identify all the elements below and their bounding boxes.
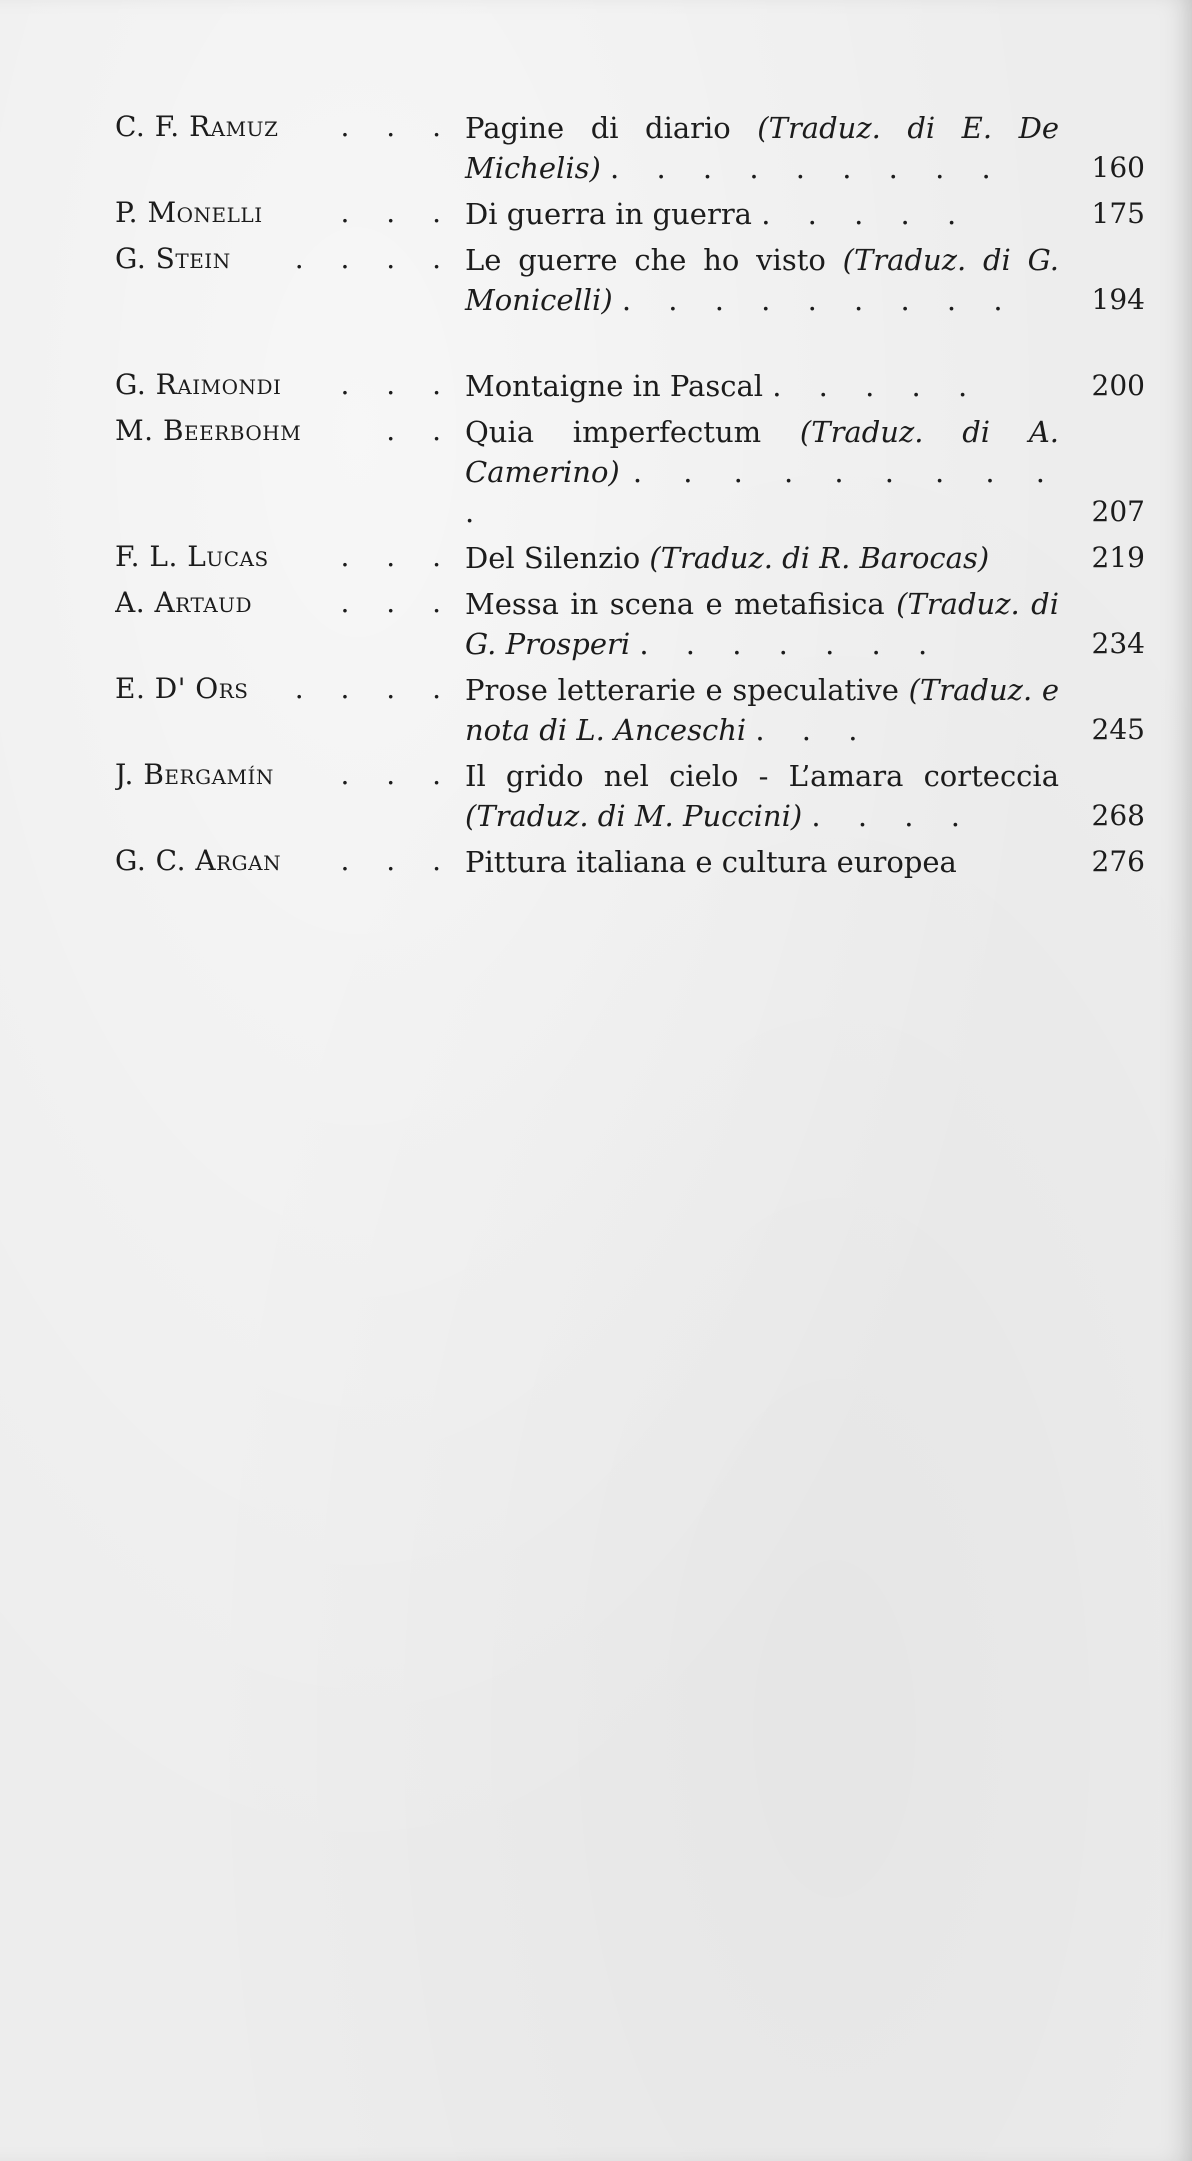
- author-name: G. C. Argan: [115, 844, 282, 877]
- dot-leader: . . . . .: [761, 197, 971, 231]
- dot-leader: . . . . . . .: [639, 627, 942, 661]
- translation-note: (Traduz. di E. De Michelis): [465, 111, 1059, 185]
- page-number: 175: [1091, 197, 1145, 230]
- dot-leader: . . .: [340, 758, 455, 791]
- dot-leader: . . . . . . . . .: [610, 151, 1005, 185]
- page-number: 219: [1091, 541, 1145, 574]
- dot-leader: . .: [386, 414, 455, 447]
- table-of-contents: [115, 108, 1145, 888]
- work-title: Le guerre che ho visto: [465, 243, 826, 277]
- page-number: 245: [1091, 713, 1145, 746]
- author-name: E. D' Ors: [115, 672, 249, 705]
- author-name: G. Stein: [115, 242, 231, 275]
- dot-leader: . . . .: [294, 672, 455, 705]
- dot-leader: . . . .: [811, 799, 974, 833]
- title-cell: [465, 366, 1145, 406]
- dot-leader: . . .: [340, 368, 455, 401]
- dot-leader: . . . . . . . . . .: [465, 455, 1060, 529]
- work-title: Il grido nel cielo - L’amara corteccia: [465, 759, 1059, 793]
- toc-entry-stein: [115, 240, 1145, 320]
- author-name-cell: [115, 366, 465, 404]
- work-title: Del Silenzio: [465, 541, 641, 575]
- work-title: Montaigne in Pascal: [465, 369, 764, 403]
- author-name-cell: [115, 670, 465, 708]
- title-cell: [465, 194, 1145, 234]
- page-number: 194: [1091, 283, 1145, 316]
- page-number: 276: [1091, 845, 1145, 878]
- work-title: Pagine di diario: [465, 111, 731, 145]
- dot-leader: . . .: [340, 110, 455, 143]
- translation-note: (Traduz. e nota di L. Anceschi: [465, 673, 1059, 747]
- toc-entry-raimondi: [115, 366, 1145, 406]
- title-cell: [465, 538, 1145, 578]
- dot-leader: . . .: [340, 540, 455, 573]
- page-number: 207: [1091, 495, 1145, 528]
- dot-leader: . . .: [340, 586, 455, 619]
- work-title: Prose letterarie e speculative: [465, 673, 899, 707]
- author-name: J. Bergamín: [115, 758, 274, 791]
- title-cell: [465, 842, 1145, 882]
- page-number: 268: [1091, 799, 1145, 832]
- author-name-cell: [115, 538, 465, 576]
- title-cell: [465, 240, 1145, 320]
- author-name-cell: [115, 756, 465, 794]
- title-cell: [465, 412, 1145, 532]
- author-name: F. L. Lucas: [115, 540, 269, 573]
- translation-note: (Traduz. di G. Prosperi: [465, 587, 1059, 661]
- title-cell: [465, 108, 1145, 188]
- translation-note: (Traduz. di R. Barocas): [649, 541, 990, 575]
- dot-leader: . . . . . . . . .: [621, 283, 1017, 317]
- author-name: G. Raimondi: [115, 368, 282, 401]
- dot-leader: . . . .: [294, 242, 455, 275]
- toc-entry-ramuz: [115, 108, 1145, 188]
- author-name-cell: [115, 240, 465, 278]
- author-name-cell: [115, 842, 465, 880]
- translation-note: (Traduz. di G. Monicelli): [465, 243, 1059, 317]
- toc-entry-bergamin: [115, 756, 1145, 836]
- author-name-cell: [115, 194, 465, 232]
- title-cell: [465, 670, 1145, 750]
- work-title: Pittura italiana e cultura europea: [465, 845, 957, 879]
- work-title: Di guerra in guerra: [465, 197, 752, 231]
- dot-leader: . . .: [340, 844, 455, 877]
- title-cell: [465, 584, 1145, 664]
- toc-entry-beerbohm: [115, 412, 1145, 532]
- dot-leader: . . .: [755, 713, 872, 747]
- page-number: 160: [1091, 151, 1145, 184]
- page-number: 234: [1091, 627, 1145, 660]
- author-name: C. F. Ramuz: [115, 110, 279, 143]
- author-name: P. Monelli: [115, 196, 263, 229]
- toc-entry-monelli: [115, 194, 1145, 234]
- toc-entry-dors: [115, 670, 1145, 750]
- translation-note: (Traduz. di M. Puccini): [465, 799, 803, 833]
- translation-note: (Traduz. di A. Camerino): [465, 415, 1059, 489]
- page-number: 200: [1091, 369, 1145, 402]
- toc-entry-argan: [115, 842, 1145, 882]
- work-title: Quia imperfectum: [465, 415, 762, 449]
- author-name-cell: [115, 584, 465, 622]
- toc-entry-lucas: [115, 538, 1145, 578]
- toc-entry-artaud: [115, 584, 1145, 664]
- author-name-cell: [115, 108, 465, 146]
- title-cell: [465, 756, 1145, 836]
- dot-leader: . . .: [340, 196, 455, 229]
- author-name: M. Beerbohm: [115, 414, 302, 447]
- author-name: A. Artaud: [115, 586, 253, 619]
- dot-leader: . . . . .: [772, 369, 982, 403]
- author-name-cell: [115, 412, 465, 450]
- work-title: Messa in scena e metafisica: [465, 587, 885, 621]
